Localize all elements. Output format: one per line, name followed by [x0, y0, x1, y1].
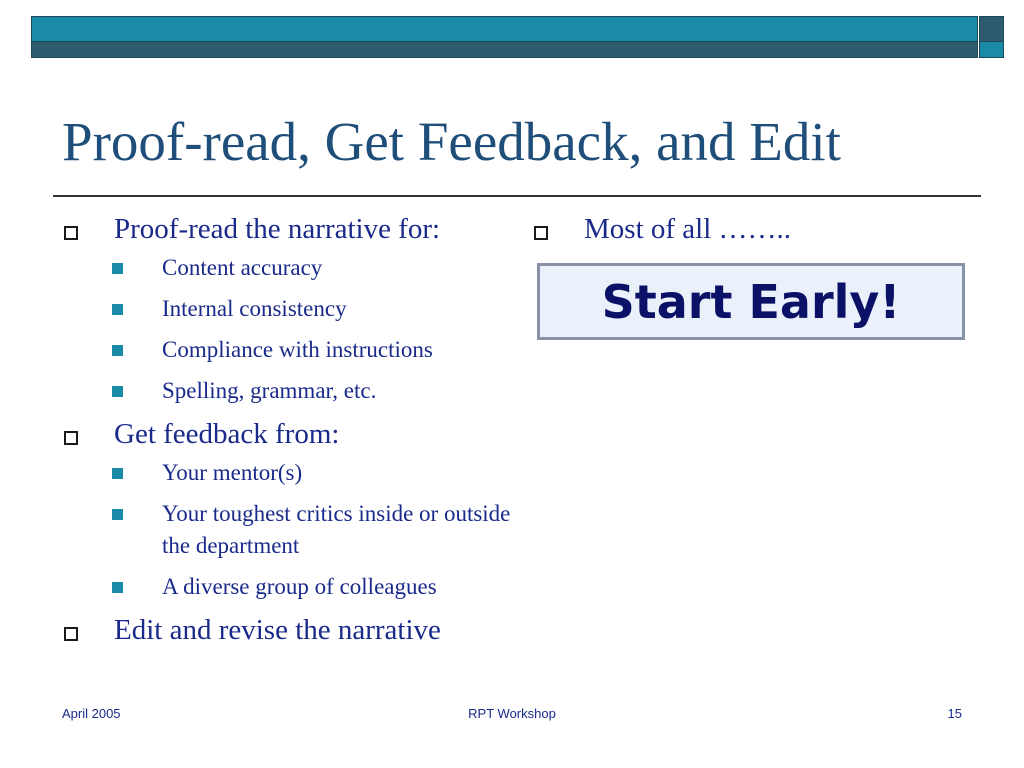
- footer-event: RPT Workshop: [468, 706, 556, 721]
- sub-bullet-text: Your mentor(s): [162, 460, 303, 485]
- square-bullet-icon: [112, 468, 123, 479]
- left-column: [62, 212, 512, 657]
- header-corner-square-bottom: [979, 42, 1004, 58]
- bullet-text: Get feedback from:: [114, 418, 340, 450]
- bullet-item: [62, 613, 512, 647]
- sub-bullet-text: Content accuracy: [162, 255, 323, 280]
- footer-page-number: 15: [947, 706, 962, 721]
- title-divider: [53, 195, 981, 197]
- bullet-item: [62, 417, 512, 603]
- bullet-item: [532, 212, 972, 246]
- right-column: [532, 212, 972, 256]
- sub-bullet-text: Spelling, grammar, etc.: [162, 378, 377, 403]
- sub-bullet-text: Compliance with instructions: [162, 337, 433, 362]
- sub-bullet-text: Your toughest critics inside or outside the department: [162, 501, 511, 558]
- bullet-text: Most of all ……..: [584, 213, 792, 245]
- sub-bullet-item: [112, 571, 512, 603]
- square-bullet-icon: [112, 509, 123, 520]
- bullet-item: [62, 212, 512, 407]
- bullet-text: Edit and revise the narrative: [114, 614, 441, 646]
- square-bullet-icon: [112, 263, 123, 274]
- square-bullet-icon: [112, 386, 123, 397]
- sub-bullet-item: [112, 457, 512, 489]
- sub-bullet-text: Internal consistency: [162, 296, 347, 321]
- sub-bullet-item: [112, 334, 512, 366]
- hollow-square-bullet-icon: [534, 226, 548, 240]
- header-bar-bottom: [31, 42, 978, 58]
- start-early-callout: [537, 263, 965, 340]
- sub-bullet-list: [114, 252, 512, 407]
- sub-bullet-list: [114, 457, 512, 603]
- sub-bullet-item: [112, 498, 512, 562]
- sub-bullet-item: [112, 293, 512, 325]
- sub-bullet-text: A diverse group of colleagues: [162, 574, 437, 599]
- sub-bullet-item: [112, 252, 512, 284]
- bullet-list: [62, 212, 512, 647]
- hollow-square-bullet-icon: [64, 226, 78, 240]
- square-bullet-icon: [112, 582, 123, 593]
- square-bullet-icon: [112, 304, 123, 315]
- bullet-text: Proof-read the narrative for:: [114, 213, 441, 245]
- callout-text: Start Early!: [601, 274, 901, 329]
- hollow-square-bullet-icon: [64, 431, 78, 445]
- hollow-square-bullet-icon: [64, 627, 78, 641]
- header-corner-square-top: [979, 16, 1004, 42]
- footer-date: April 2005: [62, 706, 121, 721]
- slide-title: Proof-read, Get Feedback, and Edit: [62, 111, 841, 172]
- sub-bullet-item: [112, 375, 512, 407]
- square-bullet-icon: [112, 345, 123, 356]
- header-bar-top: [31, 16, 978, 42]
- bullet-list: [532, 212, 972, 246]
